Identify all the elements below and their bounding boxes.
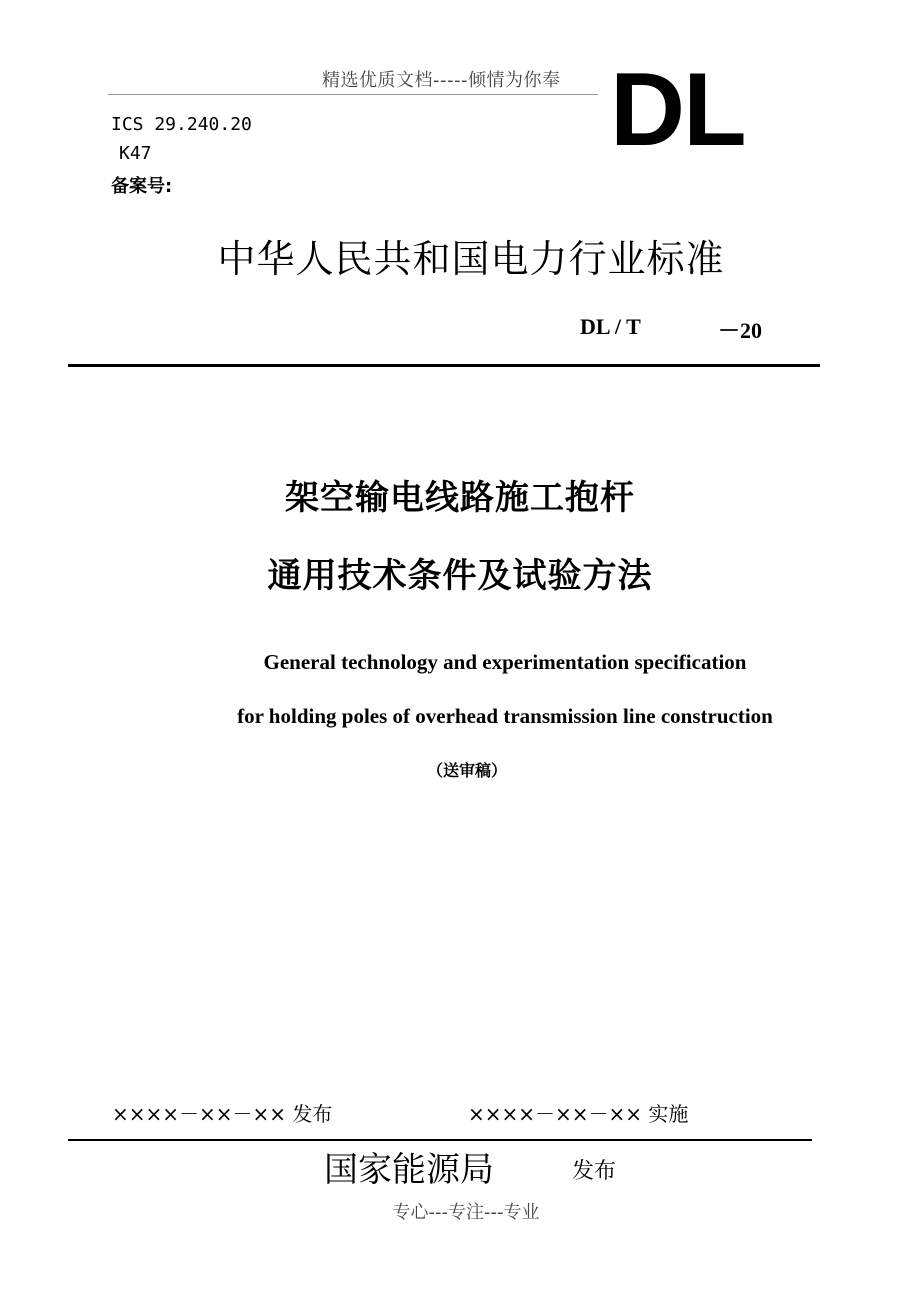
dl-logo: DL xyxy=(610,52,745,168)
document-title-cn-line1: 架空输电线路施工抱杆 xyxy=(285,478,635,518)
classification-code: K47 xyxy=(119,143,152,164)
ics-code: ICS 29.240.20 xyxy=(111,114,252,135)
issue-label: 发布 xyxy=(572,1159,617,1184)
document-title-en-line1: General technology and experimentation specification xyxy=(263,650,747,674)
header-divider xyxy=(108,94,598,95)
top-divider xyxy=(68,364,820,367)
footer-note: 专心---专注---专业 xyxy=(392,1202,540,1223)
document-title-cn-line2: 通用技术条件及试验方法 xyxy=(267,556,653,596)
standard-year: －20 xyxy=(718,318,763,343)
document-title-en-line2: for holding poles of overhead transmission line construction xyxy=(237,704,773,728)
issuer-name: 国家能源局 xyxy=(324,1150,494,1190)
publish-date: ××××－××－×× 发布 xyxy=(112,1102,333,1126)
header-note: 精选优质文档-----倾情为你奉 xyxy=(322,70,561,91)
record-number-label: 备案号: xyxy=(111,176,173,197)
implement-date: ××××－××－×× 实施 xyxy=(468,1102,689,1126)
bottom-divider xyxy=(68,1139,812,1141)
draft-status-label: （送审稿） xyxy=(426,761,507,780)
industry-standard-title: 中华人民共和国电力行业标准 xyxy=(217,237,725,281)
standard-number: DL / T xyxy=(580,314,641,339)
